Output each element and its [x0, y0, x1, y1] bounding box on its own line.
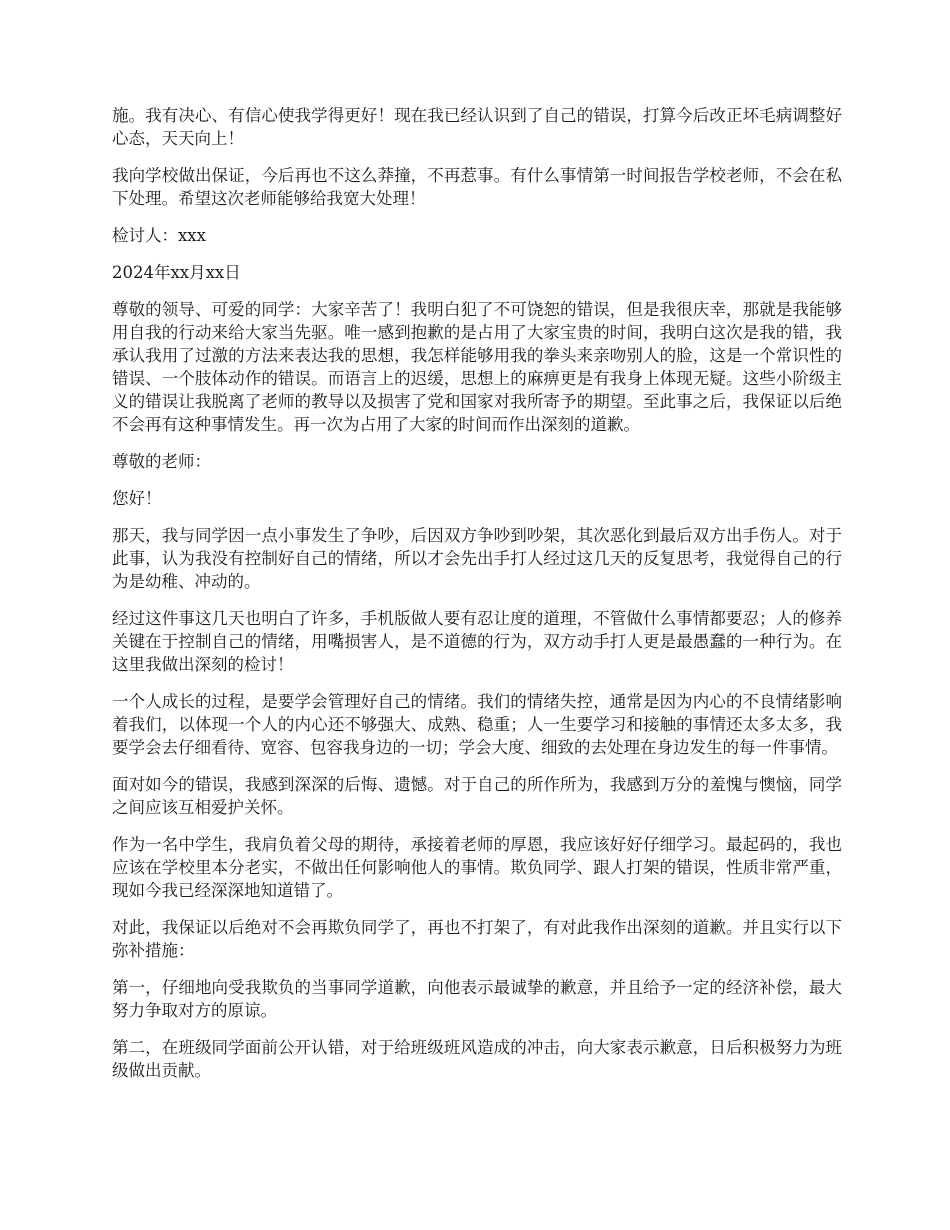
greeting: 您好！	[112, 489, 162, 508]
paragraph-9: 经过这件事这几天也明白了许多，手机版做人要有忍让度的道理，不管做什么事情都要忍；人的修养关键在于控制自己的情绪，用嘴损害人，是不道德的行为，双方动手打人更是最愚蠢的一种行为。在这里我做出深刻的检讨！	[112, 609, 842, 674]
document-body	[112, 104, 842, 1096]
paragraph-10: 一个人成长的过程，是要学会管理好自己的情绪。我们的情绪失控，通常是因为内心的不良情绪影响着我们，以体现一个人的内心还不够强大、成熟、稳重；人一生要学习和接触的事情还太多太多，我要学会去仔细看待、宽容、包容我身边的一切；学会大度、细致的去处理在身边发生的每一件事情。	[112, 692, 842, 757]
signature-line: 检讨人：xxx	[112, 226, 206, 245]
paragraph-5: 尊敬的领导、可爱的同学：大家辛苦了！我明白犯了不可饶恕的错误，但是我很庆幸，那就是我能够用自我的行动来给大家当先驱。唯一感到抱歉的是占用了大家宝贵的时间，我明白这次是我的错，我承认我用了过激的方法来表达我的思想，我怎样能够用我的拳头来亲吻别人的脸，这是一个常识性的错误、一个肢体动作的错误。而语言上的迟缓，思想上的麻痹更是有我身上体现无疑。这些小阶级主义的错误让我脱离了老师的教导以及损害了党和国家对我所寄予的期望。至此事之后，我保证以后绝不会再有这种事情发生。再一次为占用了大家的时间而作出深刻的道歉。	[112, 300, 842, 434]
paragraph-1: 施。我有决心、有信心使我学得更好！现在我已经认识到了自己的错误，打算今后改正坏毛病调整好心态，天天向上！	[112, 106, 842, 148]
remedy-item-2: 第二，在班级同学面前公开认错，对于给班级班风造成的冲击，向大家表示歉意，日后积极努力为班级做出贡献。	[112, 1038, 842, 1080]
date-line: 2024年xx月xx日	[112, 263, 241, 282]
paragraph-13: 对此，我保证以后绝对不会再欺负同学了，再也不打架了，有对此我作出深刻的道歉。并且实行以下弥补措施：	[112, 918, 842, 960]
remedy-item-1: 第一，仔细地向受我欺负的当事同学道歉，向他表示最诚挚的歉意，并且给予一定的经济补偿，最大努力争取对方的原谅。	[112, 978, 842, 1020]
salutation: 尊敬的老师：	[112, 452, 211, 471]
paragraph-2: 我向学校做出保证，今后再也不这么莽撞，不再惹事。有什么事情第一时间报告学校老师，不会在私下处理。希望这次老师能够给我宽大处理！	[112, 166, 842, 208]
paragraph-11: 面对如今的错误，我感到深深的后悔、遗憾。对于自己的所作所为，我感到万分的羞愧与懊恼，同学之间应该互相爱护关怀。	[112, 775, 842, 817]
paragraph-12: 作为一名中学生，我肩负着父母的期待，承接着老师的厚恩，我应该好好仔细学习。最起码的，我也应该在学校里本分老实，不做出任何影响他人的事情。欺负同学、跟人打架的错误，性质非常严重，现如今我已经深深地知道错了。	[112, 835, 842, 900]
paragraph-8: 那天，我与同学因一点小事发生了争吵，后因双方争吵到吵架，其次恶化到最后双方出手伤人。对于此事，认为我没有控制好自己的情绪，所以才会先出手打人经过这几天的反复思考，我觉得自己的行为是幼稚、冲动的。	[112, 526, 842, 591]
